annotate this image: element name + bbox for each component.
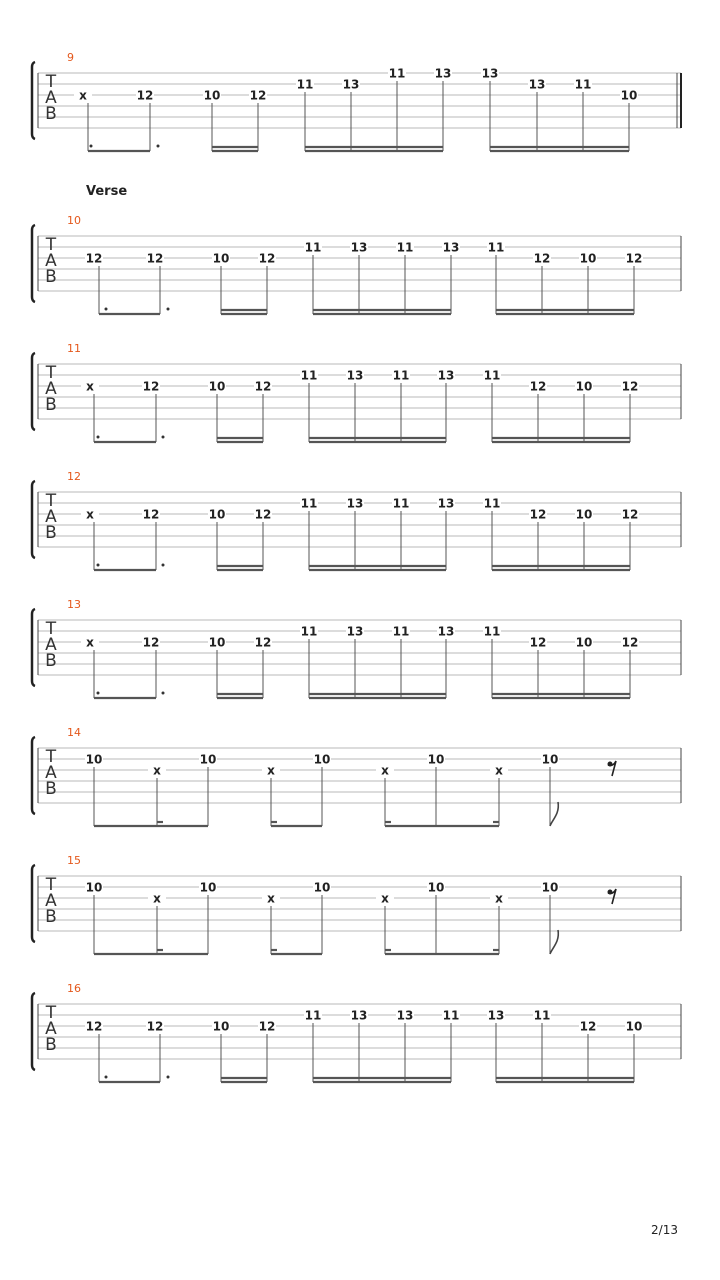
- fret-number: 12: [85, 1019, 103, 1034]
- rhythm-dot: [167, 1076, 170, 1079]
- tab-clef-letter: A: [45, 251, 57, 271]
- tab-clef-letter: B: [45, 395, 57, 415]
- measure-number: 15: [67, 854, 81, 867]
- rhythm-dot: [97, 564, 100, 567]
- fret-number: 11: [300, 496, 318, 511]
- tab-clef-letter: T: [45, 363, 57, 383]
- fret-number: 12: [529, 507, 547, 522]
- measure-number: 14: [67, 726, 81, 739]
- fret-number: x: [381, 891, 389, 906]
- rhythm-dot: [167, 308, 170, 311]
- fret-number: 13: [346, 368, 364, 383]
- fret-number: 13: [487, 1008, 505, 1023]
- fret-number: 11: [296, 77, 314, 92]
- fret-number: 10: [199, 880, 217, 895]
- fret-number: 13: [528, 77, 546, 92]
- tab-system: [32, 184, 681, 314]
- tab-systems: [32, 51, 681, 1082]
- fret-number: 10: [541, 880, 559, 895]
- tab-clef-letter: T: [45, 875, 57, 895]
- tab-clef-letter: T: [45, 1003, 57, 1023]
- fret-number: 10: [212, 251, 230, 266]
- fret-number: 10: [313, 752, 331, 767]
- measure-number: 12: [67, 470, 81, 483]
- fret-number: 12: [142, 507, 160, 522]
- measure-number: 10: [67, 214, 81, 227]
- tab-clef-letter: T: [45, 619, 57, 639]
- fret-number: 11: [300, 368, 318, 383]
- tab-clef-letter: T: [45, 491, 57, 511]
- fret-number: x: [495, 891, 503, 906]
- fret-number: 12: [621, 507, 639, 522]
- fret-number: 13: [437, 496, 455, 511]
- fret-number: 11: [392, 368, 410, 383]
- rhythm-dot: [90, 145, 93, 148]
- fret-number: 12: [85, 251, 103, 266]
- note-tail: [550, 930, 558, 954]
- fret-number: 11: [300, 624, 318, 639]
- fret-number: 11: [392, 624, 410, 639]
- fret-number: 11: [483, 496, 501, 511]
- fret-number: 12: [258, 1019, 276, 1034]
- fret-number: 11: [304, 240, 322, 255]
- rhythm-dot: [162, 692, 165, 695]
- fret-number: x: [381, 763, 389, 778]
- system-bracket: [32, 737, 35, 814]
- measure-number: 9: [67, 51, 74, 64]
- fret-number: 13: [442, 240, 460, 255]
- fret-number: 10: [575, 635, 593, 650]
- fret-number: x: [86, 507, 94, 522]
- page-number: 2/13: [651, 1223, 678, 1237]
- fret-number: 10: [541, 752, 559, 767]
- rhythm-dot: [162, 436, 165, 439]
- fret-number: 13: [396, 1008, 414, 1023]
- fret-number: 10: [212, 1019, 230, 1034]
- fret-number: x: [153, 763, 161, 778]
- rhythm-dot: [97, 692, 100, 695]
- note-tail: [550, 802, 558, 826]
- fret-number: 10: [575, 379, 593, 394]
- fret-number: 11: [487, 240, 505, 255]
- fret-number: 10: [85, 752, 103, 767]
- tab-clef-letter: A: [45, 763, 57, 783]
- tab-clef-letter: A: [45, 88, 57, 108]
- fret-number: 12: [136, 88, 154, 103]
- fret-number: 11: [483, 624, 501, 639]
- fret-number: 12: [625, 251, 643, 266]
- tab-clef-letter: A: [45, 891, 57, 911]
- tab-clef-letter: B: [45, 267, 57, 287]
- fret-number: 12: [621, 379, 639, 394]
- fret-number: 11: [392, 496, 410, 511]
- fret-number: 12: [254, 379, 272, 394]
- tab-clef-letter: A: [45, 507, 57, 527]
- fret-number: 10: [427, 880, 445, 895]
- system-bracket: [32, 481, 35, 558]
- tab-clef-letter: B: [45, 523, 57, 543]
- measure-number: 16: [67, 982, 81, 995]
- tab-system: [32, 726, 681, 826]
- rhythm-dot: [157, 145, 160, 148]
- fret-number: x: [153, 891, 161, 906]
- fret-number: 10: [203, 88, 221, 103]
- fret-number: 11: [483, 368, 501, 383]
- fret-number: x: [495, 763, 503, 778]
- fret-number: 11: [388, 66, 406, 81]
- fret-number: 13: [481, 66, 499, 81]
- system-bracket: [32, 353, 35, 430]
- fret-number: x: [86, 379, 94, 394]
- fret-number: 13: [350, 1008, 368, 1023]
- fret-number: 11: [442, 1008, 460, 1023]
- tab-clef-letter: A: [45, 635, 57, 655]
- fret-number: 12: [254, 507, 272, 522]
- tab-system: [32, 51, 681, 151]
- fret-number: 13: [346, 624, 364, 639]
- tab-clef-letter: A: [45, 1019, 57, 1039]
- fret-number: 11: [396, 240, 414, 255]
- fret-number: 12: [249, 88, 267, 103]
- tab-clef-letter: T: [45, 747, 57, 767]
- fret-number: 10: [313, 880, 331, 895]
- fret-number: 13: [346, 496, 364, 511]
- rhythm-dot: [97, 436, 100, 439]
- tab-clef-letter: T: [45, 72, 57, 92]
- fret-number: 12: [621, 635, 639, 650]
- tab-system: [32, 982, 681, 1082]
- system-bracket: [32, 865, 35, 942]
- tab-system: [32, 342, 681, 442]
- fret-number: 10: [199, 752, 217, 767]
- fret-number: 10: [208, 507, 226, 522]
- tab-system: [32, 470, 681, 570]
- fret-number: 13: [342, 77, 360, 92]
- section-label: Verse: [86, 184, 128, 199]
- fret-number: 12: [258, 251, 276, 266]
- tab-clef-letter: B: [45, 651, 57, 671]
- fret-number: x: [267, 763, 275, 778]
- rhythm-dot: [105, 1076, 108, 1079]
- fret-number: 11: [304, 1008, 322, 1023]
- system-bracket: [32, 62, 35, 139]
- measure-number: 13: [67, 598, 81, 611]
- tab-clef-letter: B: [45, 907, 57, 927]
- tab-system: [32, 854, 681, 954]
- fret-number: 10: [208, 635, 226, 650]
- fret-number: 13: [350, 240, 368, 255]
- fret-number: 13: [437, 624, 455, 639]
- rhythm-dot: [162, 564, 165, 567]
- fret-number: 12: [254, 635, 272, 650]
- tab-clef-letter: B: [45, 104, 57, 124]
- fret-number: 11: [533, 1008, 551, 1023]
- fret-number: 12: [142, 379, 160, 394]
- system-bracket: [32, 993, 35, 1070]
- system-bracket: [32, 609, 35, 686]
- fret-number: 11: [574, 77, 592, 92]
- fret-number: x: [86, 635, 94, 650]
- tab-clef-letter: T: [45, 235, 57, 255]
- fret-number: 12: [529, 379, 547, 394]
- fret-number: 10: [85, 880, 103, 895]
- fret-number: 12: [533, 251, 551, 266]
- system-bracket: [32, 225, 35, 302]
- rhythm-dot: [105, 308, 108, 311]
- tab-clef-letter: B: [45, 779, 57, 799]
- tab-clef-letter: B: [45, 1035, 57, 1055]
- fret-number: 12: [146, 1019, 164, 1034]
- fret-number: 10: [579, 251, 597, 266]
- fret-number: 10: [208, 379, 226, 394]
- fret-number: 12: [142, 635, 160, 650]
- fret-number: 10: [575, 507, 593, 522]
- fret-number: 12: [529, 635, 547, 650]
- fret-number: x: [267, 891, 275, 906]
- fret-number: 10: [625, 1019, 643, 1034]
- fret-number: 13: [437, 368, 455, 383]
- fret-number: 10: [427, 752, 445, 767]
- fret-number: 12: [579, 1019, 597, 1034]
- fret-number: 10: [620, 88, 638, 103]
- tab-clef-letter: A: [45, 379, 57, 399]
- tab-system: [32, 598, 681, 698]
- fret-number: x: [79, 88, 87, 103]
- fret-number: 13: [434, 66, 452, 81]
- measure-number: 11: [67, 342, 81, 355]
- fret-number: 12: [146, 251, 164, 266]
